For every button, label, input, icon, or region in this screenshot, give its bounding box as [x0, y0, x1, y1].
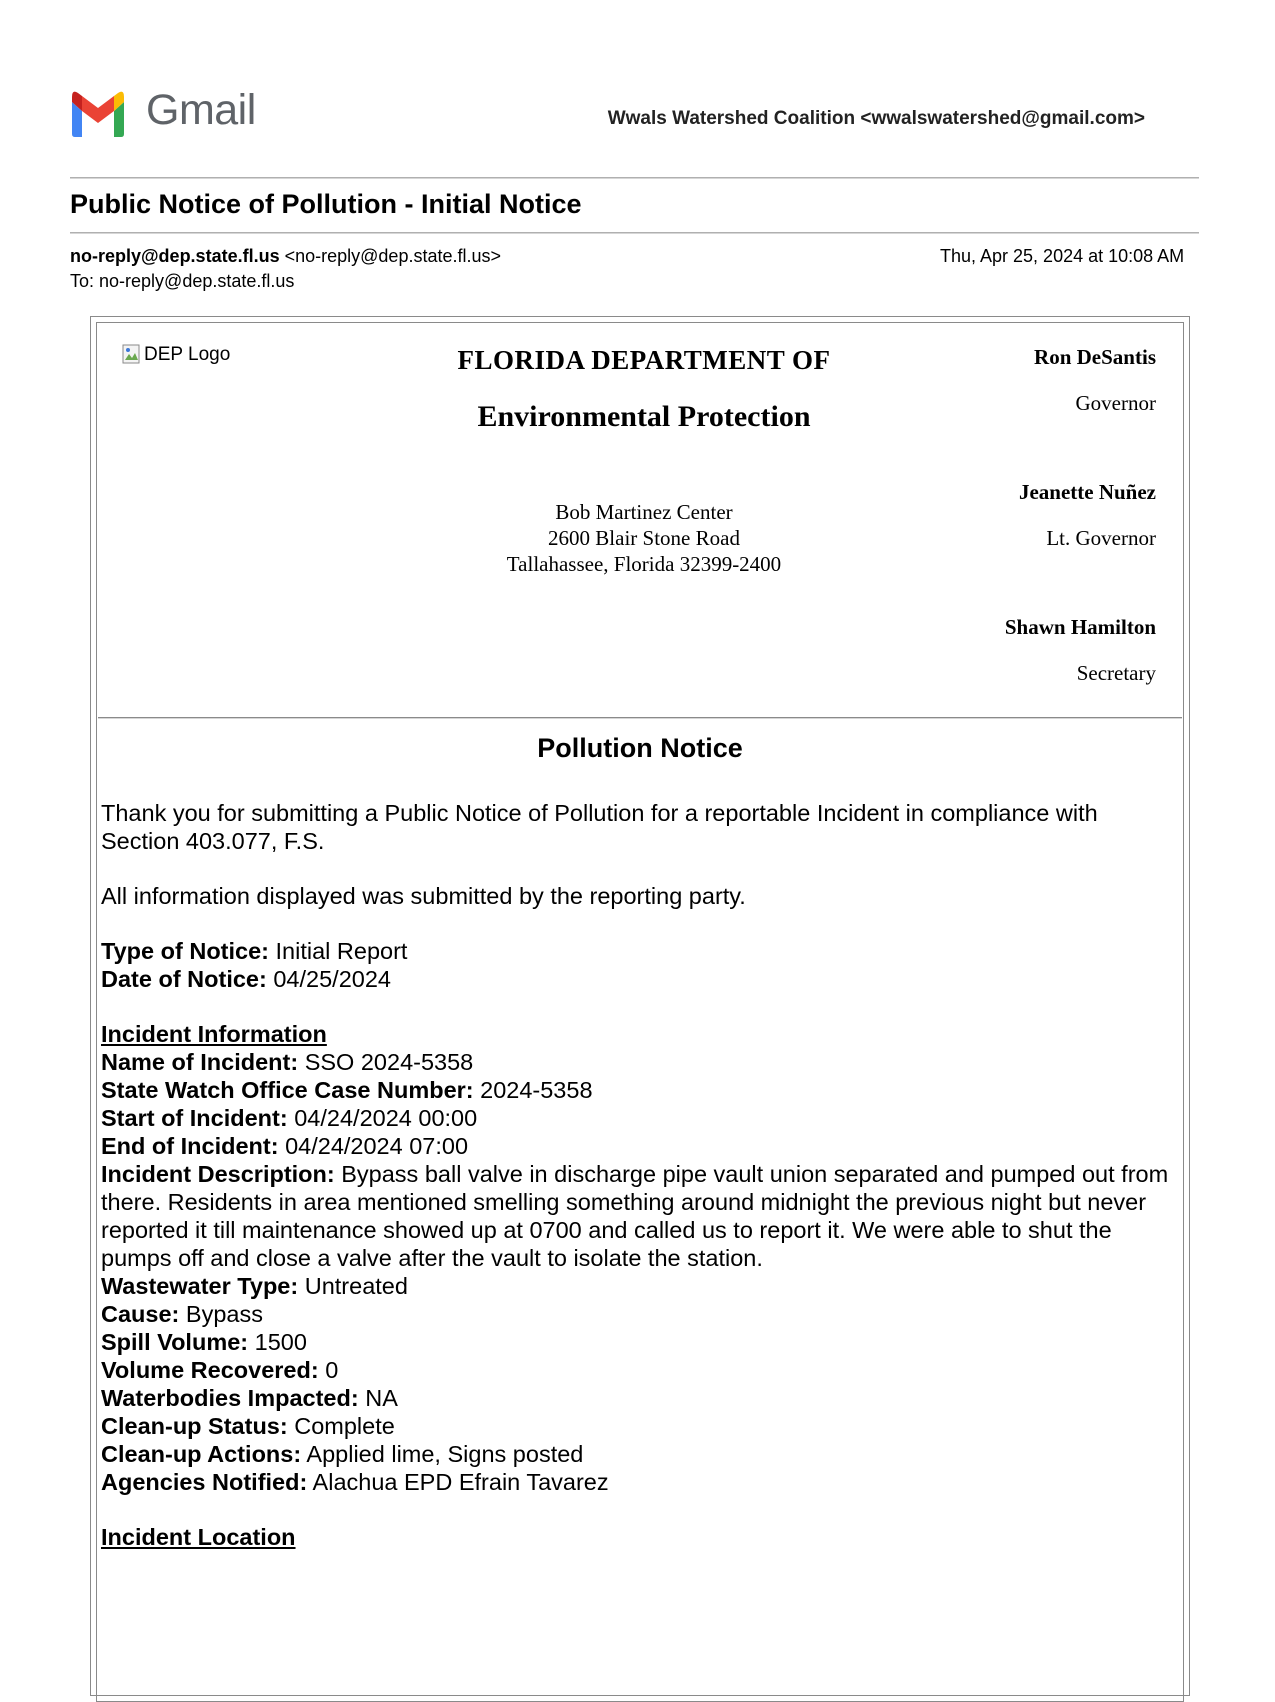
dep-logo: [122, 344, 230, 366]
field-value: SSO 2024-5358: [298, 1049, 474, 1075]
field-value: Bypass: [179, 1301, 263, 1327]
field-value: Bypass ball valve in discharge pipe vault union separated and pumped out from there. Residents in area mentioned smelling something around midnight the previous night but never reported it till maintenance showed up at 0700 and called us to report it. We were able to shut the pumps off and close a valve after the vault to isolate the station.: [101, 1161, 1169, 1271]
field-cleanup-actions: [101, 1440, 1171, 1468]
section-title: Incident Information: [101, 1021, 327, 1047]
divider: [70, 232, 1199, 234]
sender-line: [70, 246, 501, 267]
section-title: Incident Location: [101, 1524, 296, 1550]
dep-title-line1: FLORIDA DEPARTMENT OF: [457, 345, 831, 375]
field-case-number: [101, 1076, 1171, 1104]
dep-address-line: Bob Martinez Center: [555, 500, 733, 524]
notice-intro: Thank you for submitting a Public Notice of Pollution for a reportable Incident in compliance with Section 403.077, F.S.: [101, 800, 1098, 854]
field-value: 2024-5358: [473, 1077, 593, 1103]
field-label: Cause:: [101, 1301, 180, 1327]
official-name: Jeanette Nuñez: [1018, 480, 1156, 504]
field-value: 0: [318, 1357, 339, 1383]
field-waterbodies-impacted: [101, 1384, 1171, 1412]
official-title: Secretary: [1076, 661, 1156, 685]
field-label: Spill Volume:: [101, 1329, 249, 1355]
official-title: Lt. Governor: [1046, 526, 1156, 550]
field-value: NA: [358, 1385, 398, 1411]
field-value: 1500: [248, 1329, 307, 1355]
sender-name[interactable]: no-reply@dep.state.fl.us: [70, 246, 280, 266]
notice-heading: Pollution Notice: [537, 733, 743, 763]
gmail-wordmark: Gmail: [146, 86, 256, 134]
field-volume-recovered: [101, 1356, 1171, 1384]
dep-address-line: Tallahassee, Florida 32399-2400: [506, 552, 782, 576]
field-value: 04/25/2024: [266, 966, 391, 992]
broken-image-icon: [122, 344, 142, 366]
field-label: Wastewater Type:: [101, 1273, 299, 1299]
field-type-of-notice: [101, 937, 1171, 965]
field-wastewater-type: [101, 1272, 1171, 1300]
field-value: 04/24/2024 07:00: [278, 1133, 469, 1159]
official-title: Governor: [1075, 391, 1156, 415]
email-date: Thu, Apr 25, 2024 at 10:08 AM: [940, 246, 1185, 266]
field-label: State Watch Office Case Number:: [101, 1077, 474, 1103]
field-value: Untreated: [298, 1273, 408, 1299]
field-cause: [101, 1300, 1171, 1328]
section-incident-information: [101, 1020, 1171, 1048]
field-label: Incident Description:: [101, 1161, 335, 1187]
field-date-of-notice: [101, 965, 1171, 993]
field-cleanup-status: [101, 1412, 1171, 1440]
field-label: Volume Recovered:: [101, 1357, 319, 1383]
recipient-line: To: no-reply@dep.state.fl.us: [70, 271, 295, 291]
account-address: Wwals Watershed Coalition <wwalswatershed@gmail.com>: [607, 108, 1145, 129]
dep-title-line2: Environmental Protection: [477, 400, 811, 433]
section-incident-location: [101, 1523, 1171, 1551]
field-label: Agencies Notified:: [101, 1469, 308, 1495]
email-subject: Public Notice of Pollution - Initial Notice: [70, 189, 582, 219]
official-name: Ron DeSantis: [1034, 345, 1156, 369]
notice-info: All information displayed was submitted by the reporting party.: [101, 883, 746, 909]
field-label: Clean-up Status:: [101, 1413, 288, 1439]
field-incident-description: [101, 1160, 1171, 1272]
field-label: Start of Incident:: [101, 1105, 288, 1131]
sender-address: <no-reply@dep.state.fl.us>: [284, 246, 502, 266]
field-value: Alachua EPD Efrain Tavarez: [307, 1469, 609, 1495]
official-name: Shawn Hamilton: [1004, 615, 1156, 639]
field-spill-volume: [101, 1328, 1171, 1356]
divider: [98, 717, 1182, 719]
field-label: Clean-up Actions:: [101, 1441, 302, 1467]
field-label: End of Incident:: [101, 1133, 279, 1159]
field-label: Date of Notice:: [101, 966, 267, 992]
field-agencies-notified: [101, 1468, 1171, 1496]
gmail-logo-icon: [68, 90, 128, 138]
field-label: Name of Incident:: [101, 1049, 299, 1075]
field-value: 04/24/2024 00:00: [287, 1105, 478, 1131]
field-value: Complete: [287, 1413, 395, 1439]
dep-address-line: 2600 Blair Stone Road: [548, 526, 740, 550]
dep-logo-alt-text: DEP Logo: [144, 344, 231, 365]
field-name-of-incident: [101, 1048, 1171, 1076]
field-value: Applied lime, Signs posted: [301, 1441, 584, 1467]
divider: [70, 177, 1199, 179]
field-label: Waterbodies Impacted:: [101, 1385, 359, 1411]
field-start-of-incident: [101, 1104, 1171, 1132]
field-value: Initial Report: [269, 938, 408, 964]
field-end-of-incident: [101, 1132, 1171, 1160]
field-label: Type of Notice:: [101, 938, 269, 964]
